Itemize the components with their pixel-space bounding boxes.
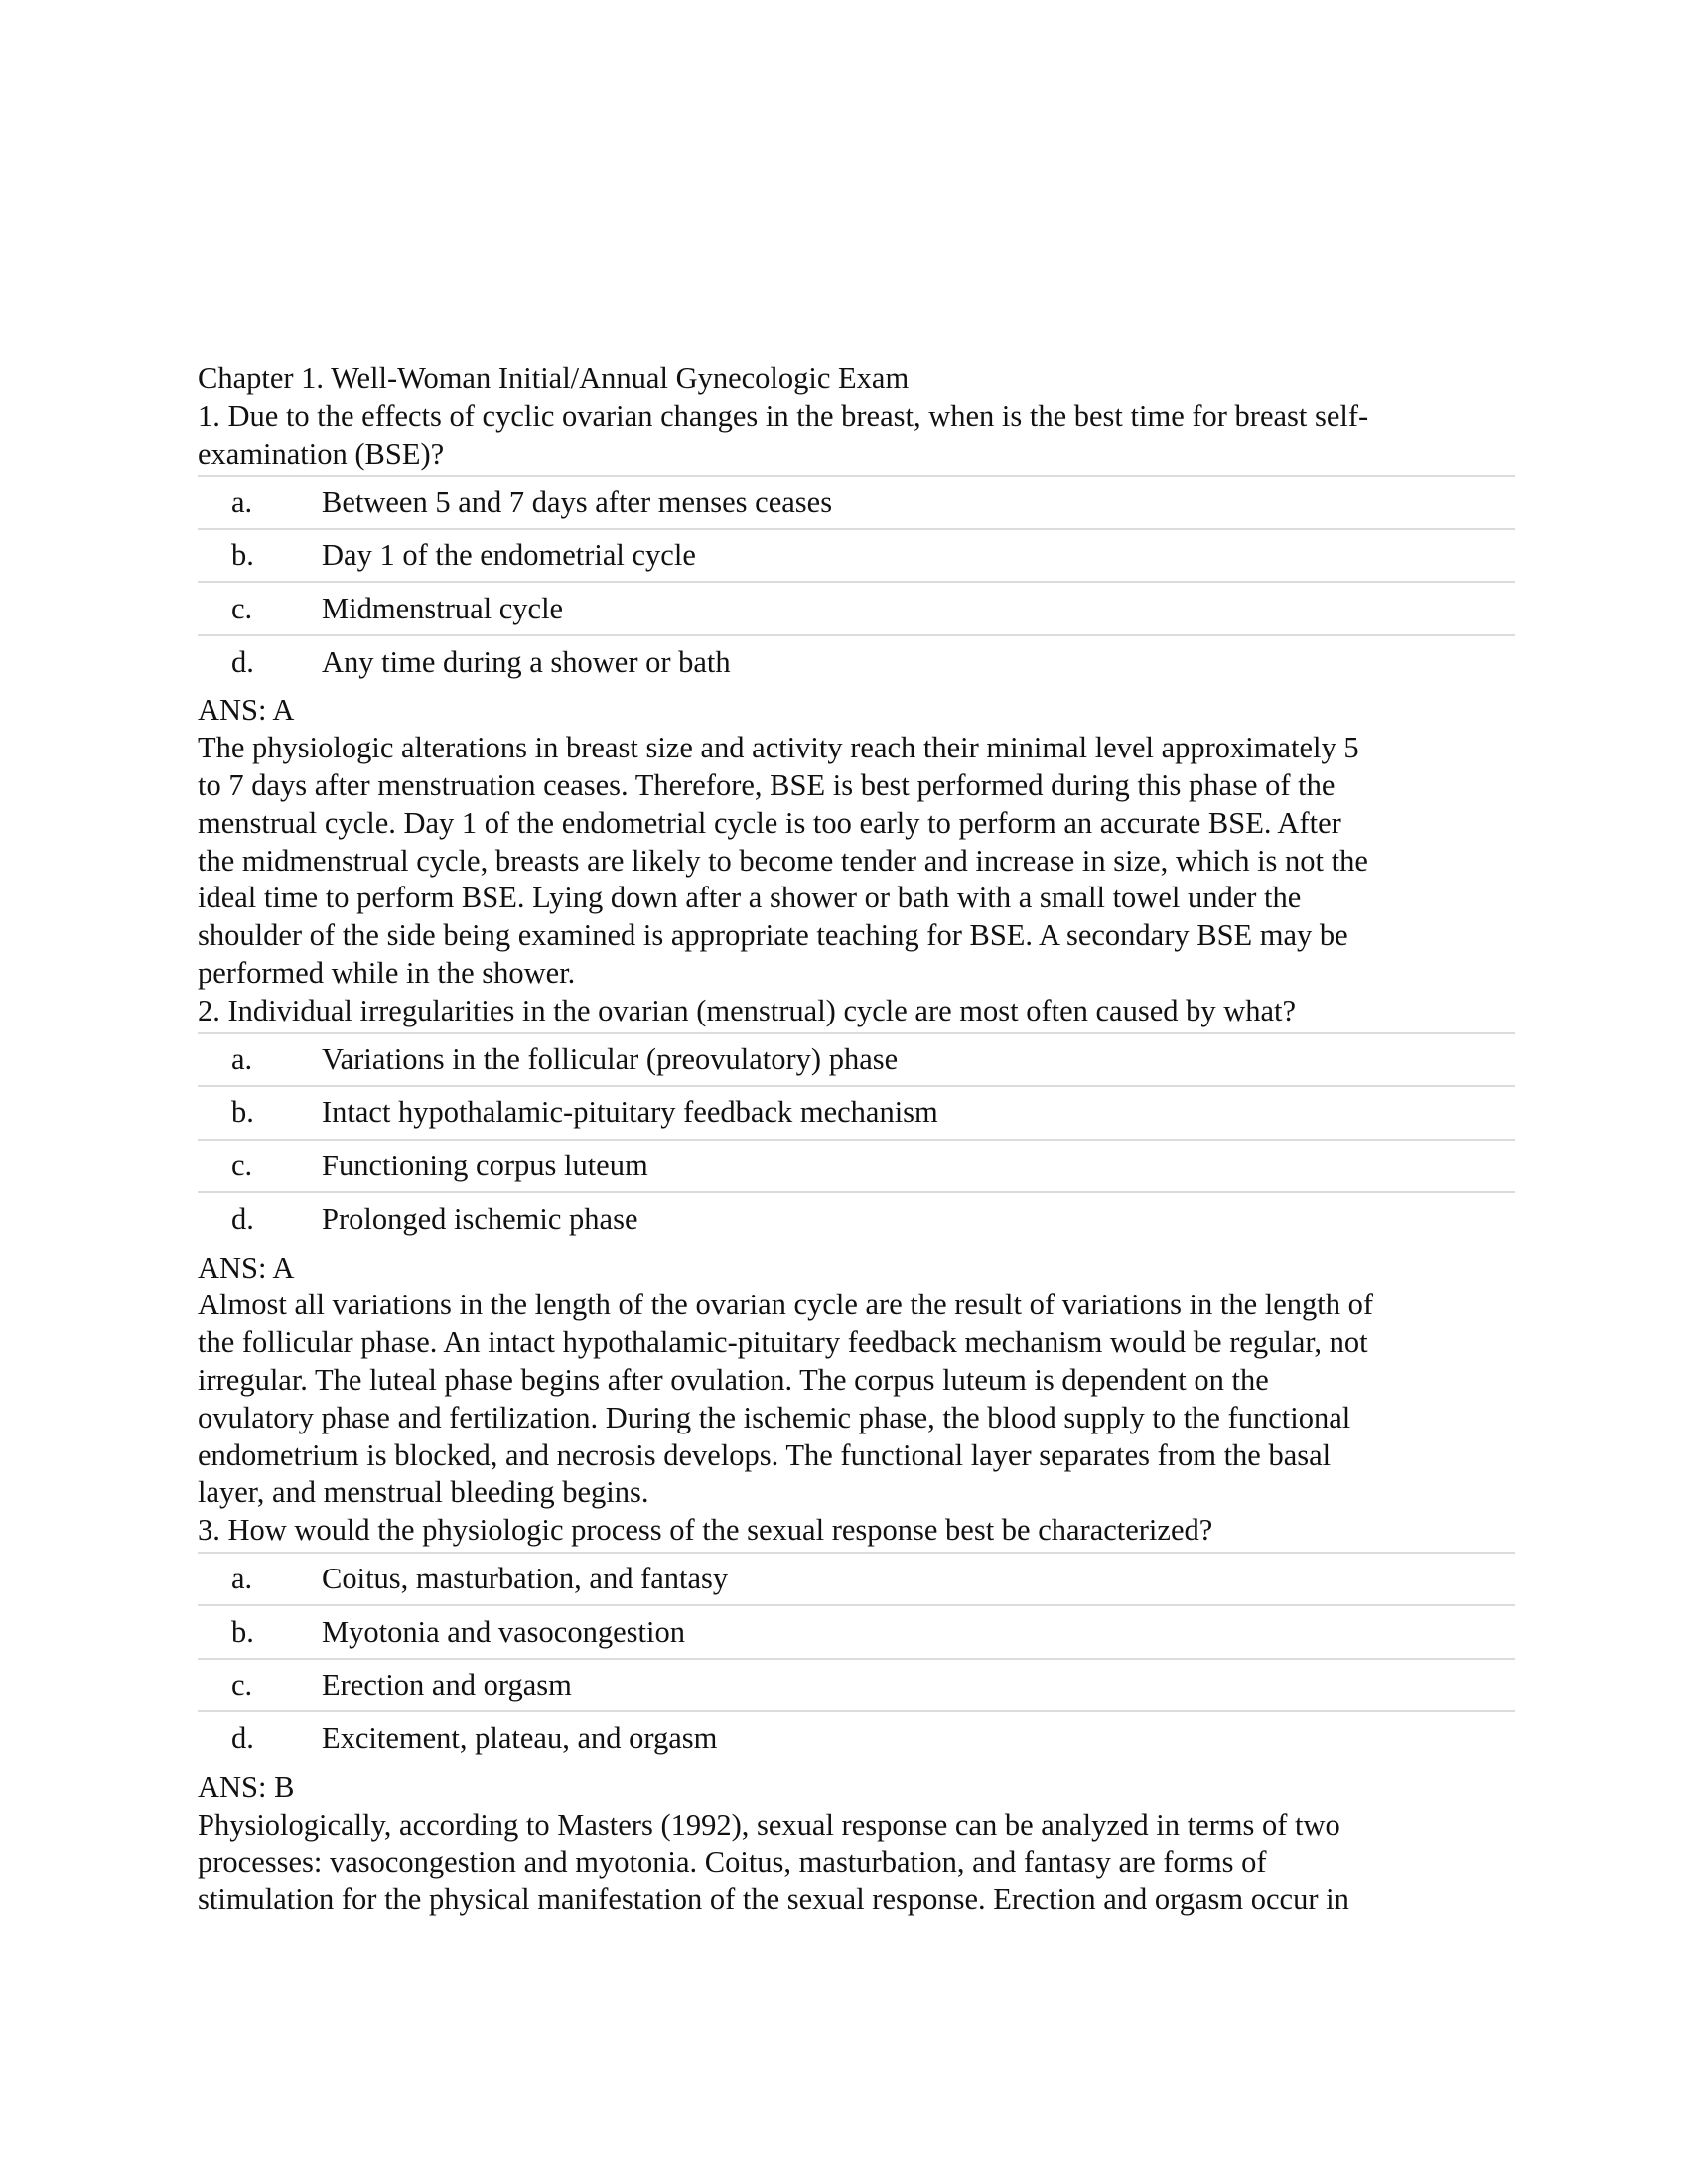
option-letter: d. [231, 1201, 254, 1236]
question-stem: examination (BSE)? [198, 436, 445, 471]
rationale-line: layer, and menstrual bleeding begins. [198, 1475, 649, 1510]
option-text: Intact hypothalamic-pituitary feedback mechanism [322, 1095, 938, 1130]
option-row [198, 476, 1515, 529]
option-text: Excitement, plateau, and orgasm [322, 1721, 718, 1756]
rationale-line: the midmenstrual cycle, breasts are likely to become tender and increase in size, which is not the [198, 843, 1368, 878]
option-letter: d. [231, 644, 254, 679]
rationale-line: endometrium is blocked, and necrosis develops. The functional layer separates from the basal [198, 1437, 1332, 1472]
option-letter: c. [231, 1148, 253, 1182]
option-text: Coitus, masturbation, and fantasy [322, 1562, 729, 1596]
rationale-line: processes: vasocongestion and myotonia. Coitus, masturbation, and fantasy are forms of [198, 1844, 1267, 1879]
answer-key: ANS: B [198, 1769, 295, 1804]
question-1 [198, 398, 1518, 993]
rationale-line: ovulatory phase and fertilization. During the ischemic phase, the blood supply to the functional [198, 1400, 1351, 1434]
option-row [198, 1553, 1515, 1606]
option-row [198, 1086, 1515, 1140]
rationale-line: ideal time to perform BSE. Lying down after a shower or bath with a small towel under the [198, 881, 1302, 915]
rationale-line: The physiologic alterations in breast size and activity reach their minimal level approximately 5 [198, 731, 1359, 765]
rationale-line: performed while in the shower. [198, 955, 576, 990]
rationale-line: stimulation for the physical manifestation of the sexual response. Erection and orgasm occur in [198, 1882, 1349, 1917]
option-text: Midmenstrual cycle [322, 591, 564, 625]
option-text: Between 5 and 7 days after menses ceases [322, 484, 833, 519]
rationale-line: Almost all variations in the length of the ovarian cycle are the result of variations in the length of [198, 1288, 1374, 1322]
answer-key: ANS: A [198, 693, 295, 728]
answer-key: ANS: A [198, 1250, 295, 1285]
option-row [198, 1192, 1515, 1246]
option-row [198, 1140, 1515, 1193]
document-page [198, 360, 1518, 1919]
rationale-line: irregular. The luteal phase begins after ovulation. The corpus luteum is dependent on the [198, 1362, 1269, 1397]
option-letter: b. [231, 1095, 254, 1130]
option-row [198, 529, 1515, 583]
option-letter: b. [231, 538, 254, 573]
option-text: Prolonged ischemic phase [322, 1201, 638, 1236]
option-text: Myotonia and vasocongestion [322, 1614, 685, 1649]
rationale-line: to 7 days after menstruation ceases. Therefore, BSE is best performed during this phase of the [198, 767, 1336, 802]
question-stem: 3. How would the physiologic process of the sexual response best be characterized? [198, 1513, 1213, 1548]
question-list [198, 398, 1518, 1919]
question-stem: 2. Individual irregularities in the ovarian (menstrual) cycle are most often caused by what? [198, 993, 1297, 1027]
option-text: Erection and orgasm [322, 1668, 572, 1703]
option-letter: c. [231, 1668, 253, 1703]
option-letter: b. [231, 1614, 254, 1649]
option-letter: a. [231, 1041, 253, 1076]
options-table [198, 475, 1515, 688]
option-row [198, 1659, 1515, 1712]
option-row [198, 1711, 1515, 1765]
options-table [198, 1552, 1515, 1765]
option-text: Variations in the follicular (preovulatory) phase [322, 1041, 899, 1076]
rationale-line: Physiologically, according to Masters (1992), sexual response can be analyzed in terms of two [198, 1807, 1340, 1842]
option-text: Any time during a shower or bath [322, 644, 731, 679]
rationale-line: shoulder of the side being examined is appropriate teaching for BSE. A secondary BSE may be [198, 918, 1348, 953]
option-row [198, 1033, 1515, 1087]
chapter-title: Chapter 1. Well-Woman Initial/Annual Gynecologic Exam [198, 361, 910, 395]
option-letter: d. [231, 1721, 254, 1756]
option-letter: c. [231, 591, 253, 625]
option-row [198, 635, 1515, 689]
rationale-line: menstrual cycle. Day 1 of the endometrial cycle is too early to perform an accurate BSE. After [198, 805, 1341, 840]
rationale-line: the follicular phase. An intact hypothalamic-pituitary feedback mechanism would be regular, not [198, 1325, 1368, 1360]
option-text: Functioning corpus luteum [322, 1148, 648, 1182]
question-3 [198, 1512, 1518, 1919]
option-letter: a. [231, 484, 253, 519]
option-text: Day 1 of the endometrial cycle [322, 538, 696, 573]
option-row [198, 1605, 1515, 1659]
options-table [198, 1032, 1515, 1246]
option-row [198, 582, 1515, 635]
question-stem: 1. Due to the effects of cyclic ovarian changes in the breast, when is the best time for breast self- [198, 398, 1369, 433]
option-letter: a. [231, 1562, 253, 1596]
question-2 [198, 993, 1518, 1512]
